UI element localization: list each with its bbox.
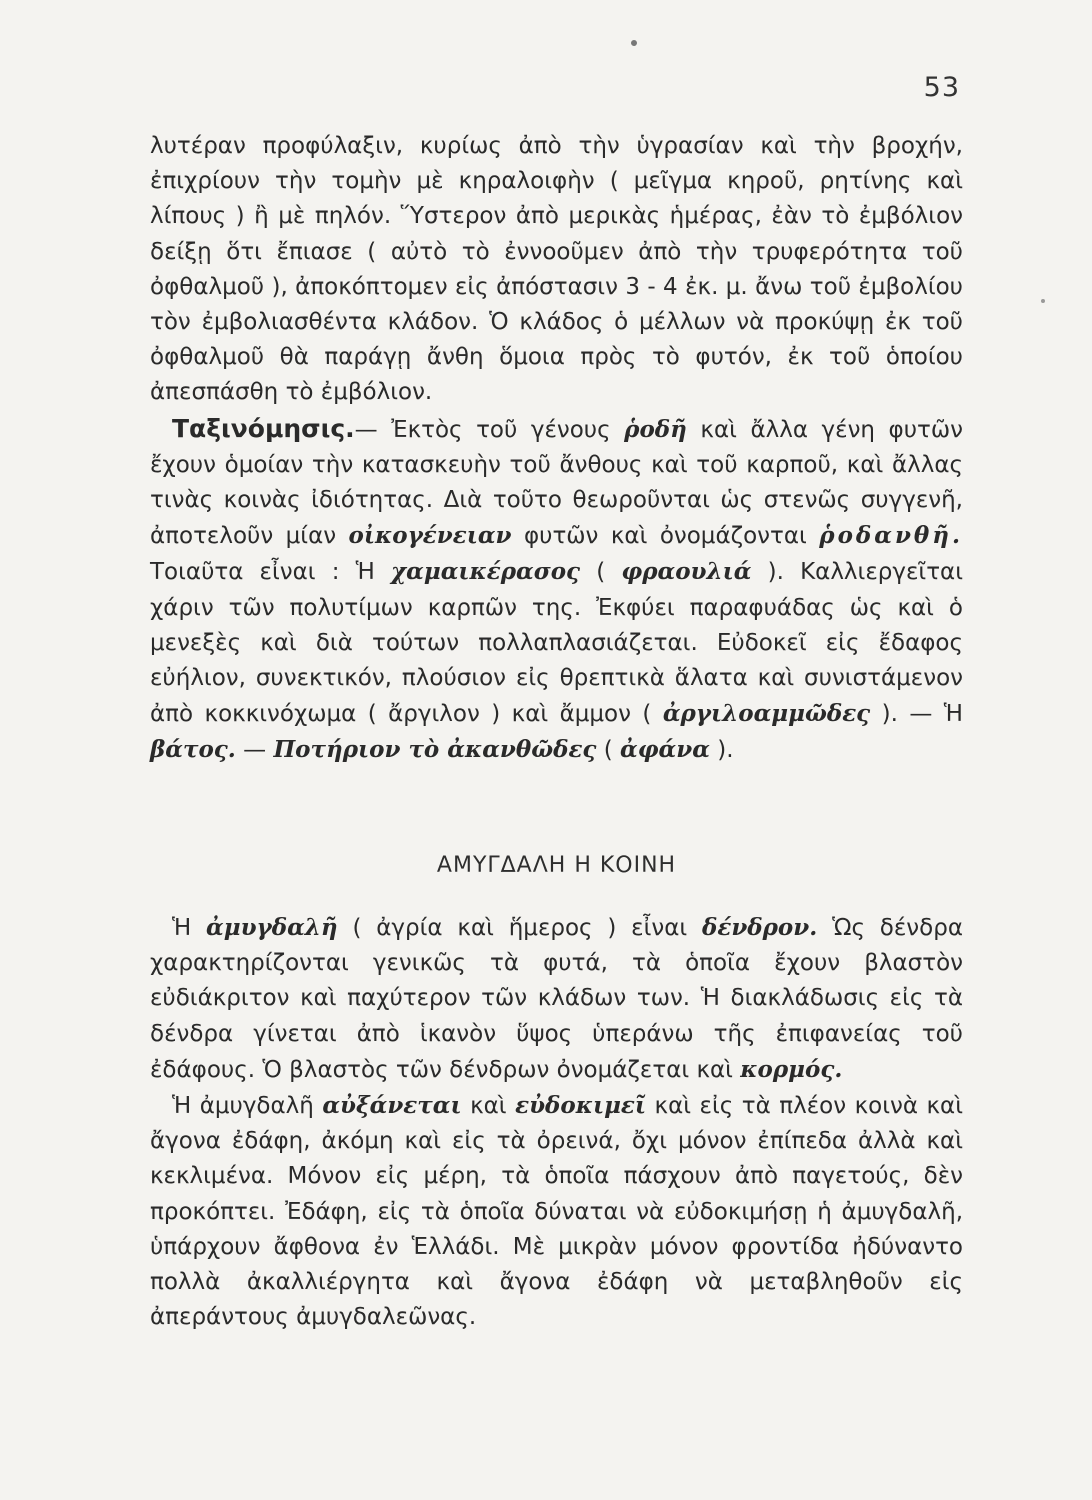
text-run: ( [596, 737, 621, 764]
text-section-grafting [150, 129, 963, 769]
emphasis-term: ἀφάνα [620, 736, 710, 764]
text-run: — Ἐκτὸς τοῦ γένους [354, 416, 625, 443]
text-run: — [235, 737, 274, 764]
text-section-almond [150, 910, 963, 1335]
text-run: φυτῶν καὶ ὀνομάζονται [511, 523, 820, 550]
text-run: καὶ ἄλλα γένη φυτῶν ἔχουν ὁμοίαν τὴν κατασκευὴν τοῦ ἄνθους καὶ τοῦ καρποῦ, καὶ ἄλλας τινὰς κοινὰς ἰδιότητας. Διὰ τοῦτο θεωροῦνται ὡς στενῶς συγγενῆ, ἀποτελοῦν μίαν [150, 416, 963, 550]
emphasis-term: χαμαικέρασος [391, 558, 581, 586]
emphasis-term: φραουλιά [621, 558, 752, 586]
emphasis-term: ἀργιλοαμμῶδες [662, 700, 871, 728]
text-run: καὶ εἰς τὰ πλέον κοινὰ καὶ ἄγονα ἐδάφη, ἀκόμη καὶ εἰς τὰ ὀρεινά, ὄχι μόνον ἐπίπεδα ἀλλὰ καὶ κεκλιμένα. Μόνον εἰς μέρη, τὰ ὁποῖα πάσχουν ἀπὸ παγετούς, δὲν προκόπτει. Ἐδάφη, εἰς τὰ ὁποῖα δύναται νὰ εὐδοκιμήσῃ ἡ ἀμυγδαλῆ, ὑπάρχουν ἄφθονα ἐν Ἑλλάδι. Μὲ μικρὰν μόνον φροντίδα ἠδύναντο πολλὰ ἀκαλλιέργητα καὶ ἄγονα ἐδάφη νὰ μεταβληθοῦν εἰς ἀπεράντους ἀμυγδαλεῶνας. [150, 1093, 963, 1331]
emphasis-term: αὐξάνεται [322, 1092, 462, 1120]
text-run: Ἡ ἀμυγδαλῆ [172, 1093, 323, 1120]
text-run: Τοιαῦτα εἶναι : Ἡ [150, 559, 392, 586]
text-run: ). Καλλιεργεῖται χάριν τῶν πολυτίμων καρπῶν της. Ἐκφύει παραφυάδας ὡς καὶ ὁ μενεξὲς καὶ διὰ τούτων πολλαπλασιάζεται. Εὐδοκεῖ εἰς ἔδαφος εὐήλιον, συνεκτικόν, πλούσιον εἰς θρεπτικὰ ἅλατα καὶ συνιστάμενον ἀπὸ κοκκινόχωμα ( ἄργιλον ) καὶ ἄμμον ( [150, 559, 963, 728]
text-run: ( ἀγρία καὶ ἥμερος ) εἶναι [337, 915, 703, 941]
emphasis-term: εὐδοκιμεῖ [515, 1092, 647, 1120]
text-run: Ὡς δένδρα χαρακτηρίζονται γενικῶς τὰ φυτά, τὰ ὁποῖα ἔχουν βλαστὸν εὐδιάκριτον καὶ παχύτερον τῶν κλάδων των. Ἡ διακλάδωσις εἰς τὰ δένδρα γίνεται ἀπὸ ἱκανὸν ὕψος ὑπεράνω τῆς ἐπιφανείας τοῦ ἐδάφους. Ὁ βλαστὸς τῶν δένδρων ὀνομάζεται καὶ [150, 915, 963, 1083]
text-run: Ἡ [172, 915, 207, 941]
paragraph-grafting-end: λυτέραν προφύλαξιν, κυρίως ἀπὸ τὴν ὑγρασίαν καὶ τὴν βροχήν, ἐπιχρίουν τὴν τομὴν μὲ κηραλοιφὴν ( μεῖγμα κηροῦ, ρητίνης καὶ λίπους ) ἢ μὲ πηλόν. Ὕστερον ἀπὸ μερικὰς ἡμέρας, ἐὰν τὸ ἐμβόλιον δείξῃ ὅτι ἔπιασε ( αὐτὸ τὸ ἐννοοῦμεν ἀπὸ τὴν τρυφερότητα τοῦ ὀφθαλμοῦ ), ἀποκόπτομεν εἰς ἀπόστασιν 3 - 4 ἐκ. μ. ἄνω τοῦ ἐμβολίου τὸν ἐμβολιασθέντα κλάδον. Ὁ κλάδος ὁ μέλλων νὰ προκύψῃ ἐκ τοῦ ὀφθαλμοῦ θὰ παράγῃ ἄνθη ὅμοια πρὸς τὸ φυτόν, ἐκ τοῦ ὁποίου ἀπεσπάσθη τὸ ἐμβόλιον. [150, 133, 963, 406]
emphasis-term: ῥοδανθῆ. [819, 522, 963, 550]
text-run: ( [580, 559, 622, 586]
text-run: ). — Ἡ [870, 701, 963, 728]
page-number: 53 [923, 72, 960, 103]
text-run: καὶ [461, 1093, 516, 1120]
paragraph-almond-tree [150, 910, 963, 1088]
emphasis-term: δένδρον. [702, 914, 818, 941]
section-heading: ΑΜΥΓΔΑΛΗ Η ΚΟΙΝΗ [436, 853, 677, 878]
emphasis-term: οἰκογένειαν [348, 522, 512, 550]
scan-speck [631, 40, 637, 46]
emphasis-term: ἀμυγδαλῆ [206, 914, 338, 941]
text-run: ). [709, 737, 734, 764]
emphasis-term: ῥοδῆ [624, 415, 687, 443]
paragraph-classification [150, 411, 963, 769]
emphasis-term: Ποτήριον τὸ ἀκανθῶδες [273, 736, 597, 764]
paragraph-almond-soil [150, 1088, 963, 1335]
emphasis-term: κορμός. [740, 1055, 843, 1083]
emphasis-term: βάτος. [150, 736, 236, 764]
inline-heading-classification: Ταξινόμησις. [172, 413, 355, 443]
scan-speck [1041, 299, 1045, 303]
